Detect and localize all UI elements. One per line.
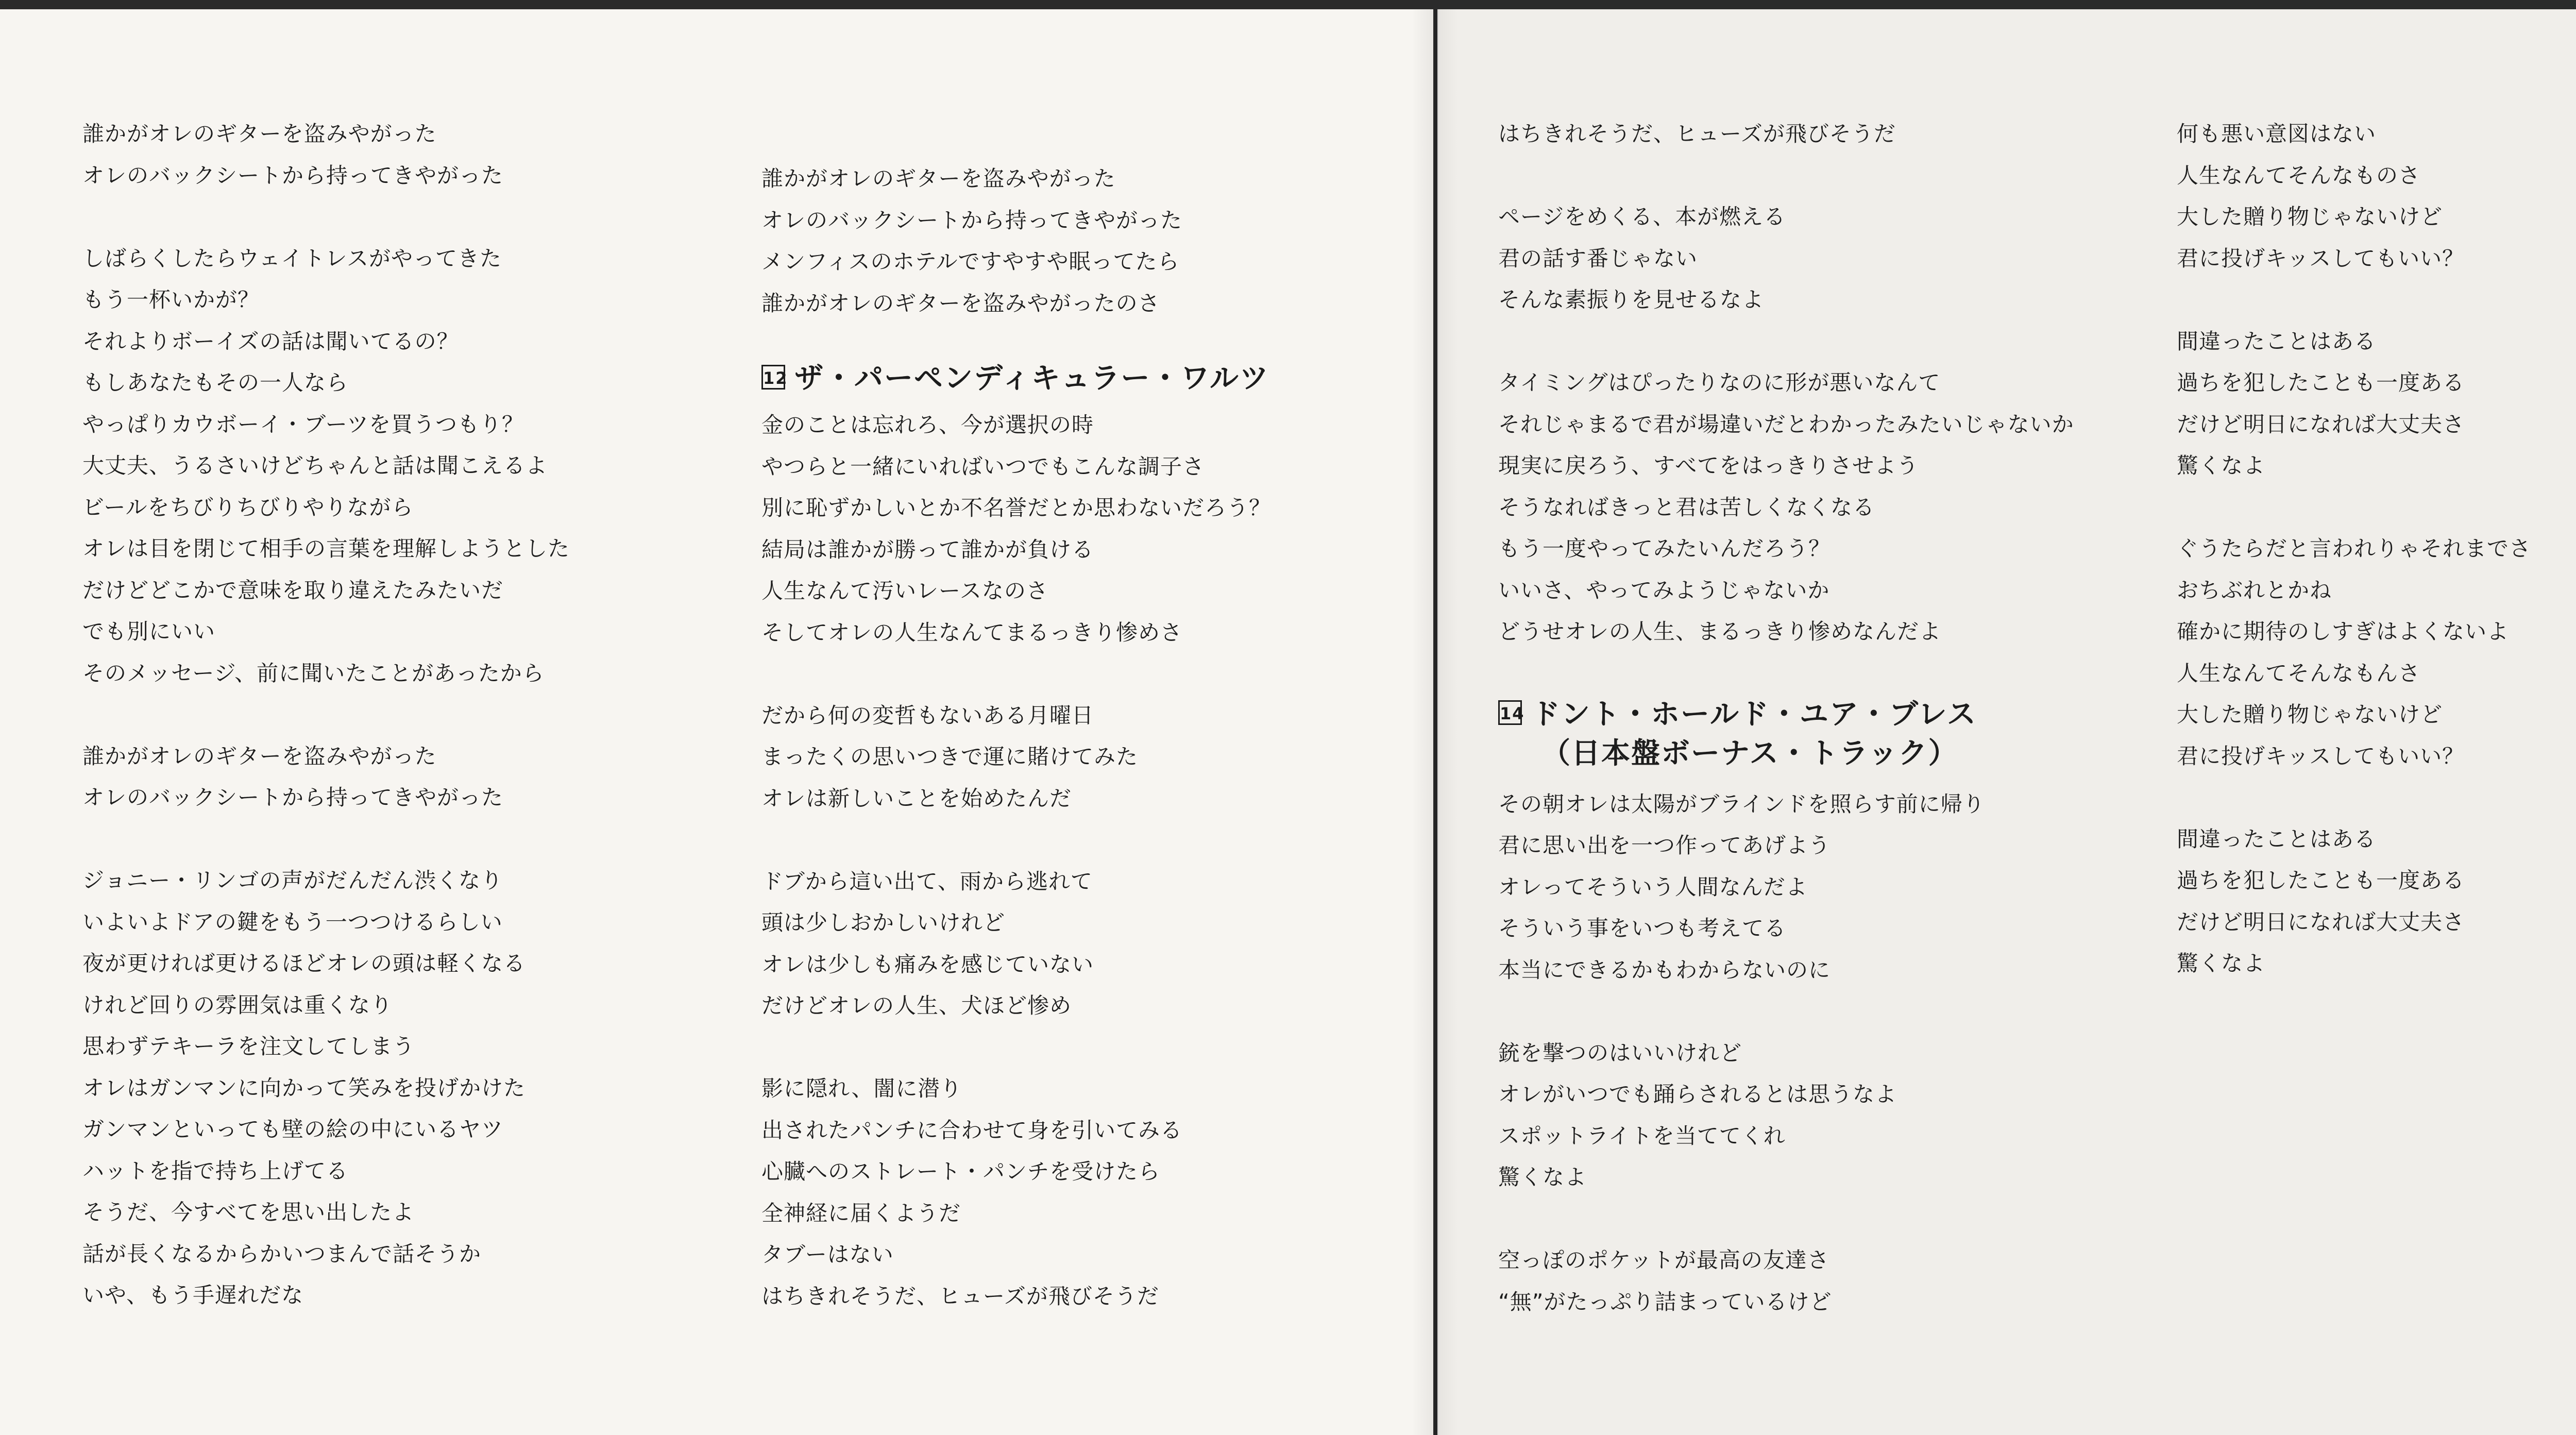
lyric-line: だから何の変哲もないある月曜日 (761, 702, 1094, 728)
lyric-line: “無”がたっぷり詰まっているけど (1498, 1289, 1832, 1314)
lyric-line: 驚くなよ (2177, 951, 2266, 976)
stanza-break (82, 196, 570, 238)
lyric-line: けれど回りの雰囲気は重くなり (82, 992, 393, 1018)
lyric-line: 結局は誰かが勝って誰かが負ける (761, 536, 1094, 562)
lyric-line: 誰かがオレのギターを盗みやがった (761, 166, 1116, 191)
lyric-line: オレはガンマンに向かって笑みを投げかけた (82, 1075, 526, 1101)
lyric-line: 大した贈り物じゃないけど (2177, 702, 2443, 727)
song-heading-14 (1498, 695, 2074, 773)
lyric-line: ドブから這い出て、雨から逃れて (761, 868, 1093, 894)
lyric-line: スポットライトを当ててくれ (1498, 1123, 1786, 1149)
lyric-line: いよいよドアの鍵をもう一つつけるらしい (82, 909, 503, 935)
lyrics-column-4 (2177, 113, 2531, 985)
lyric-line: 本当にできるかもわからないのに (1498, 957, 1831, 983)
lyric-line: だけど明日になれば大丈夫さ (2177, 909, 2465, 935)
lyric-line: 君に投げキッスしてもいい？ (2177, 743, 2465, 769)
lyric-line: オレは少しも痛みを感じていない (761, 951, 1094, 977)
lyric-line: 夜が更ければ更けるほどオレの頭は軽くなる (82, 951, 526, 976)
lyric-line: 過ちを犯したことも一度ある (2177, 868, 2465, 893)
lyric-line: 人生なんて汚いレースなのさ (761, 578, 1048, 603)
track-number-box: 14 (1498, 700, 1522, 725)
lyric-line: だけど明日になれば大丈夫さ (2177, 411, 2465, 437)
lyric-line: 影に隠れ、闇に潜り (761, 1076, 962, 1101)
stanza-break (82, 819, 570, 860)
song-heading-12 (761, 359, 1271, 398)
lyric-line: まったくの思いつきで運に賭けてみた (761, 744, 1139, 769)
lyric-line: 君に投げキッスしてもいい？ (2177, 245, 2465, 271)
lyric-line: 全神経に届くようだ (761, 1200, 961, 1226)
stanza-break (82, 694, 570, 736)
lyric-line: 驚くなよ (2177, 453, 2266, 478)
lyric-line: いや、もう手遅れだな (82, 1282, 304, 1308)
lyric-line: 話が長くなるからかいつまんで話そうか (82, 1241, 482, 1267)
lyric-line: もしあなたもその一人なら (82, 370, 349, 395)
lyric-line: どうせオレの人生、まるっきり惨めなんだよ (1498, 619, 1942, 644)
lyric-line: 出されたパンチに合わせて身を引いてみる (761, 1117, 1183, 1143)
stanza-break (1498, 321, 2074, 363)
lyric-line: 何も悪い意図はない (2177, 121, 2377, 146)
lyric-line: もう一度やってみたいんだろう？ (1498, 536, 1831, 561)
lyric-line: タブーはない (761, 1242, 894, 1267)
lyrics-column-3 (1498, 113, 2074, 1323)
lyric-line: 思わずテキーラを注文してしまう (82, 1034, 415, 1059)
lyric-line: ジョニー・リンゴの声がだんだん渋くなり (82, 868, 503, 893)
song-title: ドント・ホールド・ユア・ブレス (1531, 697, 1977, 731)
lyric-line: オレってそういう人間なんだよ (1498, 874, 1808, 900)
lyric-line: ガンマンといっても壁の絵の中にいるヤツ (82, 1117, 504, 1142)
stanza-break (1498, 1198, 2074, 1240)
lyric-line: 誰かがオレのギターを盗みやがった (82, 121, 437, 146)
lyric-line: 空っぽのポケットが最高の友達さ (1498, 1247, 1829, 1273)
lyric-line: だけどどこかで意味を取り違えたみたいだ (82, 577, 504, 603)
lyric-line: もう一杯いかが？ (82, 287, 260, 312)
lyric-line: そういう事をいつも考えてる (1498, 916, 1787, 941)
lyric-line: そのメッセージ、前に聞いたことがあったから (82, 660, 545, 686)
lyric-line: 人生なんてそんなものさ (2177, 162, 2421, 188)
lyrics-block (761, 158, 1271, 324)
lyric-line: オレは新しいことを始めたんだ (761, 785, 1072, 811)
lyric-line: 別に恥ずかしいとか不名誉だとか思わないだろう？ (761, 495, 1272, 520)
stanza-break (1498, 155, 2074, 197)
lyric-line: 頭は少しおかしいけれど (761, 910, 1006, 935)
stanza-break (761, 1027, 1271, 1069)
lyric-line: 人生なんてそんなもんさ (2177, 660, 2421, 686)
track-number-box: 12 (761, 365, 785, 390)
lyric-line: やっぱりカウボーイ・ブーツを買うつもり？ (82, 411, 524, 437)
lyric-line: ぐうたらだと言われりゃそれまでさ (2177, 536, 2532, 561)
lyric-line: 驚くなよ (1498, 1164, 1587, 1190)
lyric-line: そうだ、今すべてを思い出したよ (82, 1200, 415, 1225)
lyric-line: そうなればきっと君は苦しくなくなる (1498, 494, 1875, 520)
lyric-line: 現実に戻ろう、すべてをはっきりさせよう (1498, 453, 1919, 478)
lyric-line: オレのバックシートから持ってきやがった (82, 785, 504, 810)
lyrics-column-1 (82, 113, 570, 1316)
lyric-line: はちきれそうだ、ヒューズが飛びそうだ (761, 1283, 1159, 1309)
lyric-line: 確かに期待のしすぎはよくないよ (2177, 619, 2510, 644)
lyric-line: オレのバックシートから持ってきやがった (761, 207, 1183, 233)
stanza-break (761, 653, 1271, 695)
lyric-line: 大丈夫、うるさいけどちゃんと話は聞こえるよ (82, 453, 548, 478)
lyric-line: ビールをちびりちびりやりながら (82, 494, 414, 520)
lyric-line: 大した贈り物じゃないけど (2177, 204, 2443, 229)
lyric-line: 君の話す番じゃない (1498, 245, 1698, 271)
lyric-line: それよりボーイズの話は聞いてるの？ (82, 328, 459, 354)
lyric-line: メンフィスのホテルですやすや眠ってたら (761, 249, 1180, 274)
lyric-line: 間違ったことはある (2177, 328, 2377, 354)
lyric-line: おちぶれとかね (2177, 577, 2332, 603)
stanza-break (1498, 991, 2074, 1033)
lyric-line: そしてオレの人生なんてまるっきり惨めさ (761, 619, 1183, 645)
lyric-line: それじゃまるで君が場違いだとわかったみたいじゃないか (1498, 411, 2074, 437)
stanza-break (2177, 279, 2531, 321)
lyric-line: いいさ、やってみようじゃないか (1498, 577, 1830, 603)
song-subtitle: （日本盤ボーナス・トラック） (1541, 736, 1958, 770)
lyrics-column-2 (761, 158, 1271, 1317)
lyric-line: オレのバックシートから持ってきやがった (82, 162, 504, 188)
song-title: ザ・パーペンディキュラー・ワルツ (794, 362, 1269, 395)
lyric-line: 君に思い出を一つ作ってあげよう (1498, 833, 1831, 858)
lyrics-block (1498, 784, 2074, 1323)
lyric-line: しばらくしたらウェイトレスがやってきた (82, 245, 502, 271)
lyric-line: そんな素振りを見せるなよ (1498, 287, 1765, 312)
lyric-line: タイミングはぴったりなのに形が悪いなんて (1498, 370, 1941, 395)
lyric-line: やつらと一緒にいればいつでもこんな調子さ (761, 453, 1205, 479)
lyric-line: 過ちを犯したことも一度ある (2177, 370, 2465, 395)
lyric-line: 心臓へのストレート・パンチを受けたら (761, 1159, 1161, 1184)
lyric-line: はちきれそうだ、ヒューズが飛びそうだ (1498, 121, 1896, 146)
lyric-line: その朝オレは太陽がブラインドを照らす前に帰り (1498, 791, 1985, 817)
lyric-line: 誰かがオレのギターを盗みやがったのさ (761, 290, 1160, 316)
stanza-break (2177, 777, 2531, 819)
lyric-line: 金のことは忘れろ、今が選択の時 (761, 412, 1094, 437)
lyric-line: オレがいつでも踊らされるとは思うなよ (1498, 1082, 1897, 1107)
lyric-line: 銃を撃つのはいいけれど (1498, 1040, 1742, 1066)
lyric-line: オレは目を閉じて相手の言葉を理解しようとした (82, 536, 570, 561)
lyric-line: ページをめくる、本が燃える (1498, 204, 1786, 229)
lyrics-block (1498, 113, 2074, 653)
lyric-line: でも別にいい (82, 619, 216, 644)
stanza-break (2177, 487, 2531, 529)
song-title-line (1498, 695, 2074, 734)
lyric-line: だけどオレの人生、犬ほど惨め (761, 993, 1072, 1018)
lyrics-block (761, 404, 1271, 1317)
center-fold (1412, 9, 1458, 1435)
lyric-line: ハットを指で持ち上げてる (82, 1158, 349, 1184)
stanza-break (761, 819, 1271, 861)
lyric-line: 間違ったことはある (2177, 826, 2377, 852)
lyric-line: 誰かがオレのギターを盗みやがった (82, 743, 437, 769)
